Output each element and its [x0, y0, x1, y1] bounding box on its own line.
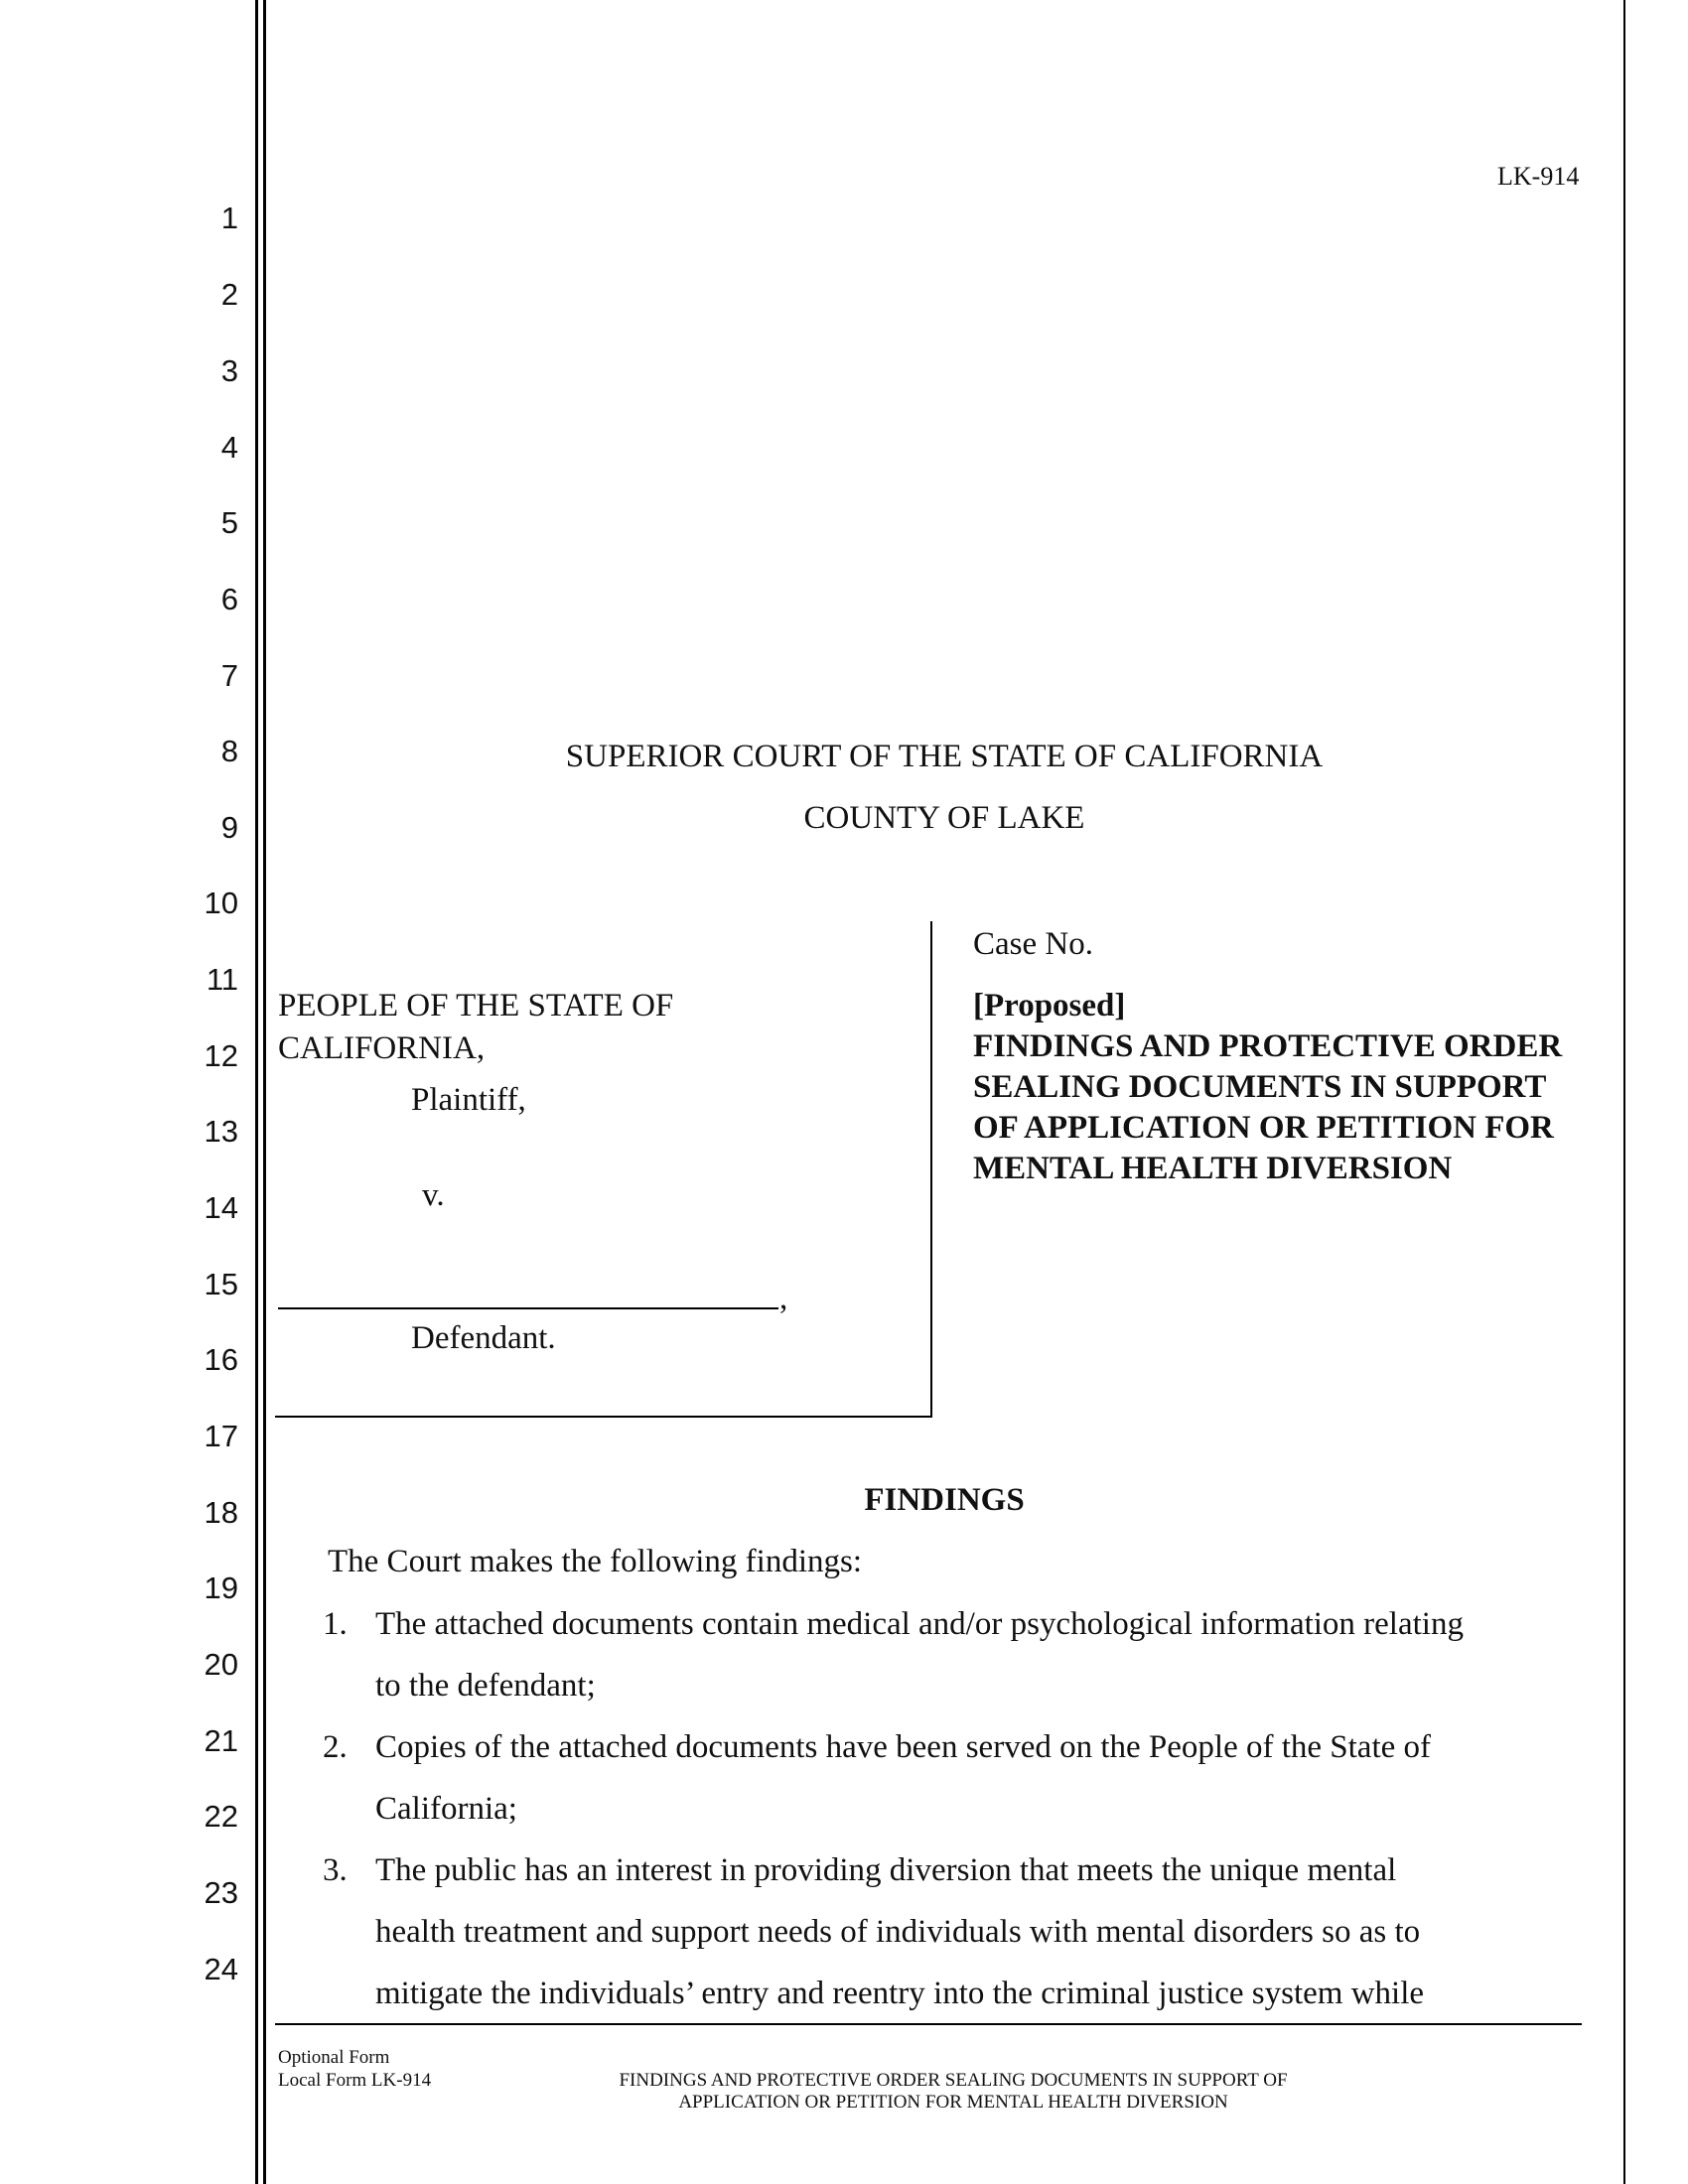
line-number: 7: [220, 658, 238, 693]
finding-text-line: The public has an interest in providing diversion that meets the unique mental: [375, 1852, 1397, 1888]
line-number: 15: [204, 1267, 238, 1301]
document-title-line: MENTAL HEALTH DIVERSION: [973, 1151, 1453, 1186]
finding-number: 1.: [323, 1606, 348, 1642]
line-number: 20: [204, 1647, 238, 1682]
line-number: 1: [220, 201, 238, 235]
document-title-line: SEALING DOCUMENTS IN SUPPORT: [973, 1069, 1547, 1105]
line-number: 12: [204, 1038, 238, 1073]
caption-bottom-rule: [275, 1416, 932, 1418]
right-margin-rule: [1623, 0, 1625, 2184]
finding-text-line: mitigate the individuals’ entry and reentry into the criminal justice system while: [375, 1976, 1425, 2011]
line-number: 2: [220, 277, 238, 312]
line-number: 6: [220, 582, 238, 616]
form-id-header: LK-914: [1497, 162, 1580, 191]
line-number: 23: [204, 1875, 238, 1910]
finding-number: 2.: [323, 1729, 348, 1765]
line-number: 10: [204, 886, 238, 920]
line-number: 5: [220, 505, 238, 540]
footer-rule: [275, 2023, 1582, 2025]
versus: v.: [422, 1177, 445, 1213]
finding-text-line: California;: [375, 1791, 517, 1827]
finding-text-line: health treatment and support needs of individuals with mental disorders so as to: [375, 1914, 1421, 1950]
defendant-comma: ,: [779, 1281, 788, 1316]
line-number: 17: [204, 1419, 238, 1453]
footer-title-line1: FINDINGS AND PROTECTIVE ORDER SEALING DOCUMENTS IN SUPPORT OF: [619, 2070, 1288, 2091]
left-margin-rule-inner: [263, 0, 266, 2184]
plaintiff-name-line2: CALIFORNIA,: [278, 1030, 486, 1066]
line-number: 16: [204, 1342, 238, 1377]
plaintiff-role: Plaintiff,: [411, 1082, 526, 1118]
line-number: 3: [220, 353, 238, 388]
line-number: 21: [204, 1723, 238, 1758]
finding-number: 3.: [323, 1852, 348, 1888]
proposed-label: [Proposed]: [973, 988, 1126, 1024]
court-county: COUNTY OF LAKE: [803, 800, 1085, 836]
line-number: 8: [220, 734, 238, 768]
footer-optional-form: Optional Form: [278, 2047, 390, 2068]
line-number: 19: [204, 1570, 238, 1605]
findings-heading: FINDINGS: [864, 1482, 1025, 1518]
finding-text-line: to the defendant;: [375, 1668, 596, 1704]
footer-local-form: Local Form LK-914: [278, 2070, 432, 2091]
court-name: SUPERIOR COURT OF THE STATE OF CALIFORNIA: [565, 739, 1324, 774]
finding-text-line: Copies of the attached documents have been served on the People of the State of: [375, 1729, 1431, 1765]
defendant-name-blank[interactable]: [278, 1307, 778, 1309]
finding-text-line: The attached documents contain medical and/or psychological information relating: [375, 1606, 1464, 1642]
line-number: 24: [204, 1952, 238, 1986]
left-margin-rule-outer: [255, 0, 258, 2184]
caption-vertical-divider: [930, 921, 932, 1418]
case-number-label: Case No.: [973, 926, 1093, 962]
line-number: 18: [204, 1495, 238, 1530]
line-number: 9: [220, 810, 238, 845]
document-title-line: FINDINGS AND PROTECTIVE ORDER: [973, 1028, 1563, 1064]
line-number: 13: [204, 1114, 238, 1149]
findings-intro: The Court makes the following findings:: [328, 1544, 863, 1579]
line-number: 4: [220, 430, 238, 465]
footer-title-line2: APPLICATION OR PETITION FOR MENTAL HEALTH DIVERSION: [678, 2092, 1228, 2113]
plaintiff-name-line1: PEOPLE OF THE STATE OF: [278, 988, 674, 1024]
line-number: 14: [204, 1190, 238, 1225]
line-number: 11: [206, 962, 238, 997]
line-number: 22: [204, 1799, 238, 1834]
defendant-role: Defendant.: [411, 1320, 556, 1356]
document-title-line: OF APPLICATION OR PETITION FOR: [973, 1110, 1554, 1146]
